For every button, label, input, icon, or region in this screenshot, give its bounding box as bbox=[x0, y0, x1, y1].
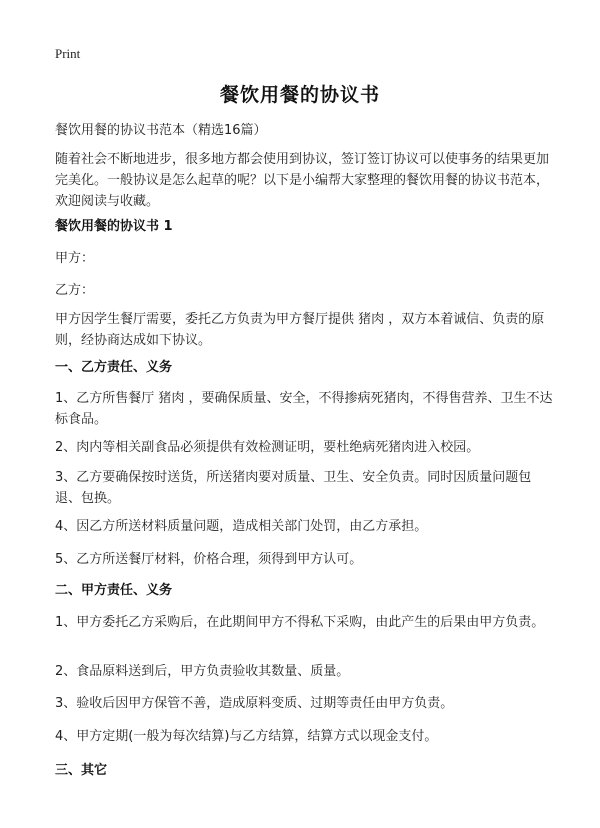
part1-item: 2、肉内等相关副食品必须提供有效检测证明，要杜绝病死猪肉进入校园。 bbox=[55, 440, 480, 455]
part1-item: 4、因乙方所送材料质量问题，造成相关部门处罚，由乙方承担。 bbox=[55, 519, 428, 534]
print-link[interactable]: Print bbox=[55, 46, 81, 61]
purpose-paragraph: 甲方因学生餐厅需要，委托乙方负责为甲方餐厅提供 猪肉 ，双方本着诚信、负责的原则，经协商达成如下协议。 bbox=[55, 312, 545, 348]
part2-heading: 二、甲方责任、义务 bbox=[55, 583, 173, 598]
part2-item: 1、甲方委托乙方采购后，在此期间甲方不得私下采购，由此产生的后果由甲方负责。 bbox=[55, 615, 545, 630]
intro-paragraph: 随着社会不断地进步，很多地方都会使用到协议，签订签订协议可以使事务的结果更加完美化。一般协议是怎么起草的呢？以下是小编帮大家整理的餐饮用餐的协议书范本，欢迎阅读与收藏。 bbox=[55, 152, 550, 209]
part2-item: 2、食品原料送到后，甲方负责验收其数量、质量。 bbox=[55, 664, 350, 679]
part1-heading: 一、乙方责任、义务 bbox=[55, 360, 173, 375]
part2-item: 4、甲方定期(一般为每次结算)与乙方结算，结算方式以现金支付。 bbox=[55, 729, 438, 744]
document-subtitle: 餐饮用餐的协议书范本（精选16篇） bbox=[55, 123, 267, 138]
part1-item: 1、乙方所售餐厅 猪肉 ，要确保质量、安全，不得掺病死猪肉，不得售营养、卫生不达标食品。 bbox=[55, 391, 553, 427]
part3-heading: 三、其它 bbox=[55, 763, 108, 778]
document-title: 餐饮用餐的协议书 bbox=[219, 84, 380, 106]
party-b-label: 乙方： bbox=[55, 283, 95, 298]
section-heading: 餐饮用餐的协议书 1 bbox=[55, 219, 173, 234]
part1-item: 5、乙方所送餐厅材料，价格合理，须得到甲方认可。 bbox=[55, 552, 363, 567]
part2-item: 3、验收后因甲方保管不善，造成原料变质、过期等责任由甲方负责。 bbox=[55, 696, 454, 711]
party-a-label: 甲方： bbox=[55, 251, 95, 266]
part1-item: 3、乙方要确保按时送货，所送猪肉要对质量、卫生、安全负责。同时因质量问题包退、包换。 bbox=[55, 470, 532, 506]
